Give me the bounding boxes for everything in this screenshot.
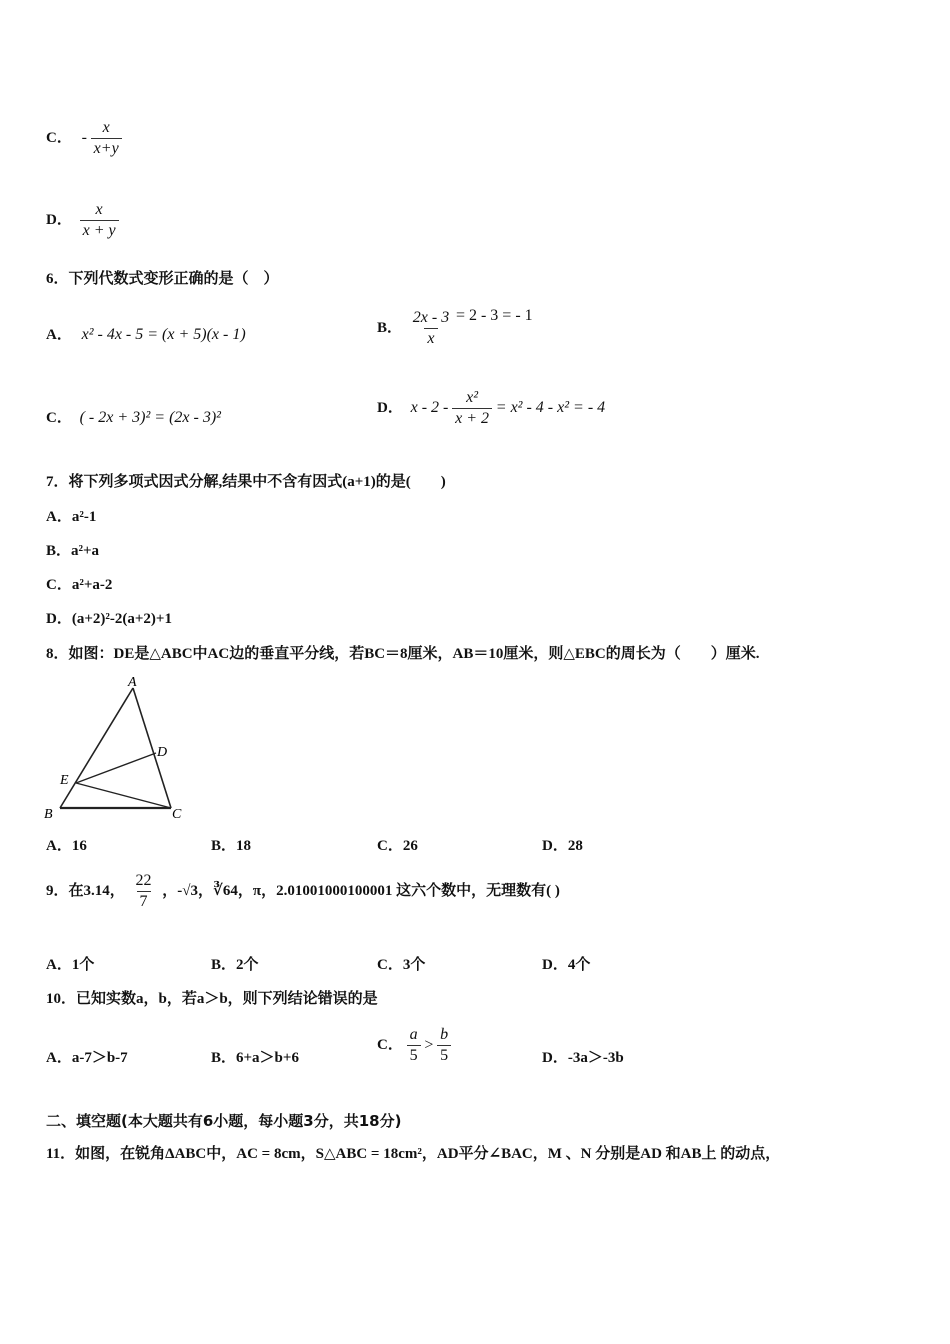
- q5-c-label: C．: [46, 129, 72, 146]
- q7-option-d: D．(a+2)²-2(a+2)+1: [46, 611, 172, 627]
- q5-option-d: [46, 202, 119, 239]
- q8-triangle-figure: [40, 672, 200, 824]
- q6-option-a: A． x² - 4x - 5 = (x + 5)(x - 1): [46, 326, 246, 343]
- edge-ec: [76, 783, 171, 808]
- label-c: C: [172, 807, 182, 822]
- q7-stem: 7．将下列多项式因式分解,结果中不含有因式(a+1)的是( ): [46, 474, 446, 490]
- q9-option-d: D．4个: [542, 957, 591, 973]
- q10-option-a: A．a-7＞b-7: [46, 1050, 128, 1066]
- q6-stem: 6．下列代数式变形正确的是（ ）: [46, 271, 279, 287]
- q10-option-c: C． $\frac{a}{5}$ > $\frac{b}{5}$: [377, 1027, 451, 1064]
- q9-fraction: $\frac{22}{7}$: [135, 872, 152, 910]
- q10-c-frac-right: $\frac{b}{5}$: [437, 1027, 451, 1064]
- q7-option-a: A．a²-1: [46, 509, 97, 525]
- q5-d-label: D．: [46, 211, 72, 228]
- label-b: B: [44, 807, 53, 822]
- q10-option-b: B．6+a＞b+6: [211, 1050, 299, 1066]
- q9-option-a: A．1个: [46, 957, 95, 973]
- q11-stem: 11．如图，在锐角ΔABC中，AC = 8cm，S△ABC = 18cm²，AD平分∠BAC，M 、N 分别是AD 和AB上 的动点，: [46, 1146, 781, 1162]
- q6-b-fraction: $\frac{2x - 3}{x}$: [412, 309, 450, 348]
- q6-d-fraction: $\frac{\text{x²}}{x + 2}$: [452, 390, 492, 427]
- edge-ab: [60, 688, 133, 808]
- q9-stem: 9．在3.14， $\frac{22}{7}$ ，-√3，∛64，π，2.01001000100001 这六个数中，无理数有( ): [46, 872, 560, 910]
- q8-option-d: D．28: [542, 838, 583, 854]
- q8-stem: 8．如图：DE是△ABC中AC边的垂直平分线，若BC＝8厘米，AB＝10厘米，则△EBC的周长为（ ）厘米.: [46, 646, 760, 662]
- q8-option-a: A．16: [46, 838, 87, 854]
- q5-c-sign: -: [81, 128, 87, 146]
- q5-d-fraction: $\frac{x}{x + y}$: [80, 202, 119, 239]
- q9-option-b: B．2个: [211, 957, 259, 973]
- q9-option-c: C．3个: [377, 957, 426, 973]
- q8-option-b: B．18: [211, 838, 252, 854]
- q6-option-d: D． x - 2 - $\frac{\text{x²}}{x + 2}$ = x² - 4 - x² = - 4: [377, 389, 606, 427]
- label-a: A: [128, 675, 137, 690]
- q10-stem: 10．已知实数a，b，若a＞b，则下列结论错误的是: [46, 991, 378, 1007]
- label-d: D: [157, 745, 168, 760]
- label-e: E: [60, 773, 69, 788]
- q10-option-d: D．-3a＞-3b: [542, 1050, 624, 1066]
- q5-option-c: [46, 120, 122, 157]
- q8-option-c: C．26: [377, 838, 418, 854]
- q7-option-b: B．a²+a: [46, 543, 100, 559]
- q5-c-fraction: $\frac{x}{x+y}$: [91, 120, 122, 157]
- section-heading: 二、填空题(本大题共有6小题，每小题3分，共18分): [46, 1112, 402, 1130]
- q10-c-frac-left: $\frac{a}{5}$: [407, 1027, 421, 1064]
- q7-option-c: C．a²+a-2: [46, 577, 113, 593]
- edge-ed: [76, 753, 156, 783]
- q6-option-c: C． ( - 2x + 3)² = (2x - 3)²: [46, 409, 221, 426]
- q6-option-b: B． $\frac{2x - 3}{x}$ = 2 - 3 = - 1: [377, 307, 533, 348]
